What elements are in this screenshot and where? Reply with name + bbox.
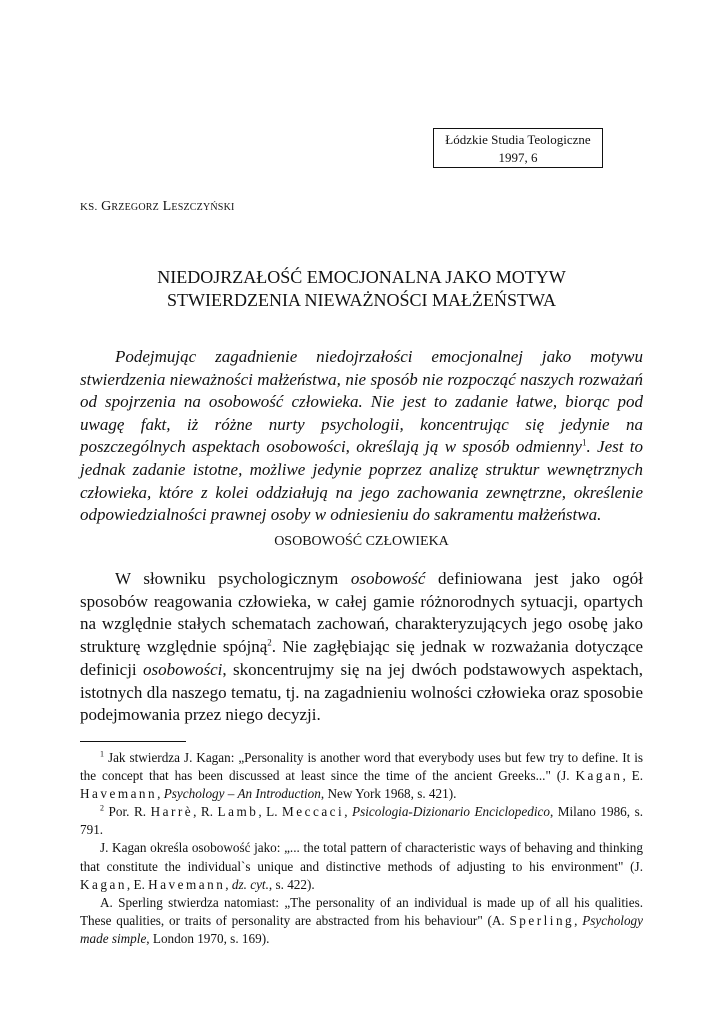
fn2-text-3: , L. [258, 804, 283, 820]
fn1-text-4: , New York 1968, s. 421). [320, 786, 457, 802]
footnote-2 [80, 803, 643, 839]
fn4-author-1: Sperling [509, 912, 575, 928]
fn2-author-2: Lamb [217, 804, 259, 820]
footnote-ref-1[interactable]: 1 [581, 437, 587, 448]
title-line-1: NIEDOJRZAŁOŚĆ EMOCJONALNA JAKO MOTYW [157, 267, 566, 287]
section-heading: OSOBOWOŚĆ CZŁOWIEKA [274, 534, 449, 549]
body-italic-1: osobowość [350, 569, 426, 588]
fn3-author-1: Kagan [80, 876, 127, 892]
fn2-text-1: Por. R. [104, 804, 151, 820]
body-text-2: definiowana jest jako ogół sposobów reagowania człowieka, w całej gamie różnorodnych sytuacji, opartych na względnie stałych schematach zachowań, charakteryzujących jego osobę jako strukturę względnie spójną [80, 569, 644, 657]
author-last-name: Leszczyński [162, 199, 235, 214]
footnote-2-continued-b [80, 894, 643, 948]
fn2-author-1: Harrè [150, 804, 194, 820]
body-text-4: , skoncentrujmy się na jej dwóch podstawowych aspektach, istotnych dla naszego tematu, tj. na zagadnieniu wolności człowieka oraz sposobie podejmowania przez niego decyzji. [80, 659, 643, 725]
fn2-text-5: , Milano 1986, s. 791. [80, 804, 644, 838]
fn1-text-1: Jak stwierdza J. Kagan: „Personality is another word that everybody uses but few try to define. It is the concept that has been discussed at least since the time of the ancient Greeks..." (J. [80, 750, 643, 784]
author-first-name: Grzegorz [101, 199, 159, 214]
body-paragraph [80, 568, 643, 727]
article-title [80, 266, 643, 312]
body-italic-2: osobowości [143, 659, 223, 679]
fn2-text-2: , R. [193, 804, 218, 820]
fn2-author-3: Meccaci [282, 804, 345, 820]
abstract-text-1: Podejmując zagadnienie niedojrzałości emocjonalnej jako motywu stwierdzenia nieważności małżeństwa, nie sposób nie rozpocząć naszych rozważań od spojrzenia na osobowość człowieka. Nie jest to zadanie łatwe, biorąc pod uwagę fakt, iż różne nurty psychologii, koncentrując się jedynie na poszczególnych aspektach osobowości, określają ją w sposób odmienny [80, 347, 643, 457]
body-text-1: W słowniku psychologicznym [115, 569, 351, 588]
fn1-book-title: Psychology – An Introduction [163, 786, 321, 802]
fn2-book-title: Psicologia-Dizionario Enciclopedico [352, 804, 550, 820]
fn3-text-4: , s. 422). [268, 876, 315, 892]
fn4-book-title: Psychology made simple [80, 912, 643, 946]
footnote-2-continued-a [80, 839, 643, 893]
journal-name: Łódzkie Studia Teologiczne [445, 132, 591, 147]
footnote-number-2: 2 [100, 803, 104, 813]
fn3-text-3: , [225, 876, 232, 892]
body-text-3: . Nie zagłębiając się jednak w rozważania dotyczące definicji [80, 637, 643, 679]
footnote-number-1: 1 [100, 749, 104, 759]
abstract-paragraph [80, 346, 643, 527]
footnote-1 [80, 749, 643, 803]
fn2-text-4: , [344, 804, 353, 820]
author-prefix: KS. [80, 201, 98, 213]
fn1-text-3: , [157, 786, 164, 802]
fn4-text-1: A. Sperling stwierdza natomiast: „The personality of an individual is made up of all his qualities. These qualities, or traits of personality are abstracted from his behaviour" (A. [80, 894, 643, 928]
fn3-text-1: J. Kagan określa osobowość jako: „... the total pattern of characteristic ways of behaving and thinking that constitute the individual`s unique and distinctive methods of adjusting to his environment" (J. [80, 840, 643, 874]
fn4-text-2: , [574, 912, 583, 928]
fn3-citation: dz. cyt. [231, 876, 269, 892]
footnotes [80, 749, 643, 948]
author-line [80, 199, 235, 215]
fn3-text-2: , E. [126, 876, 149, 892]
footnote-ref-2[interactable]: 2 [267, 637, 272, 648]
fn4-text-3: , London 1970, s. 169). [146, 930, 270, 946]
fn3-author-2: Havemann [148, 876, 226, 892]
title-line-2: STWIERDZENIA NIEWAŻNOŚCI MAŁŻEŃSTWA [167, 290, 556, 310]
journal-issue: 1997, 6 [498, 150, 538, 165]
fn1-author-1: Kagan [575, 768, 623, 784]
fn1-author-2: Havemann [80, 786, 158, 802]
journal-info-box [433, 128, 603, 168]
abstract-text-2: . Jest to jednak zadanie istotne, możliwe jedynie poprzez analizę struktur wewnętrznych człowieka, które z kolei oddziałują na jego zachowania zewnętrzne, określenie odpowiedzialności prawnej osoby w odniesieniu do sakramentu małżeństwa. [80, 437, 643, 525]
footnote-divider [80, 741, 186, 742]
fn1-text-2: , E. [622, 768, 644, 784]
